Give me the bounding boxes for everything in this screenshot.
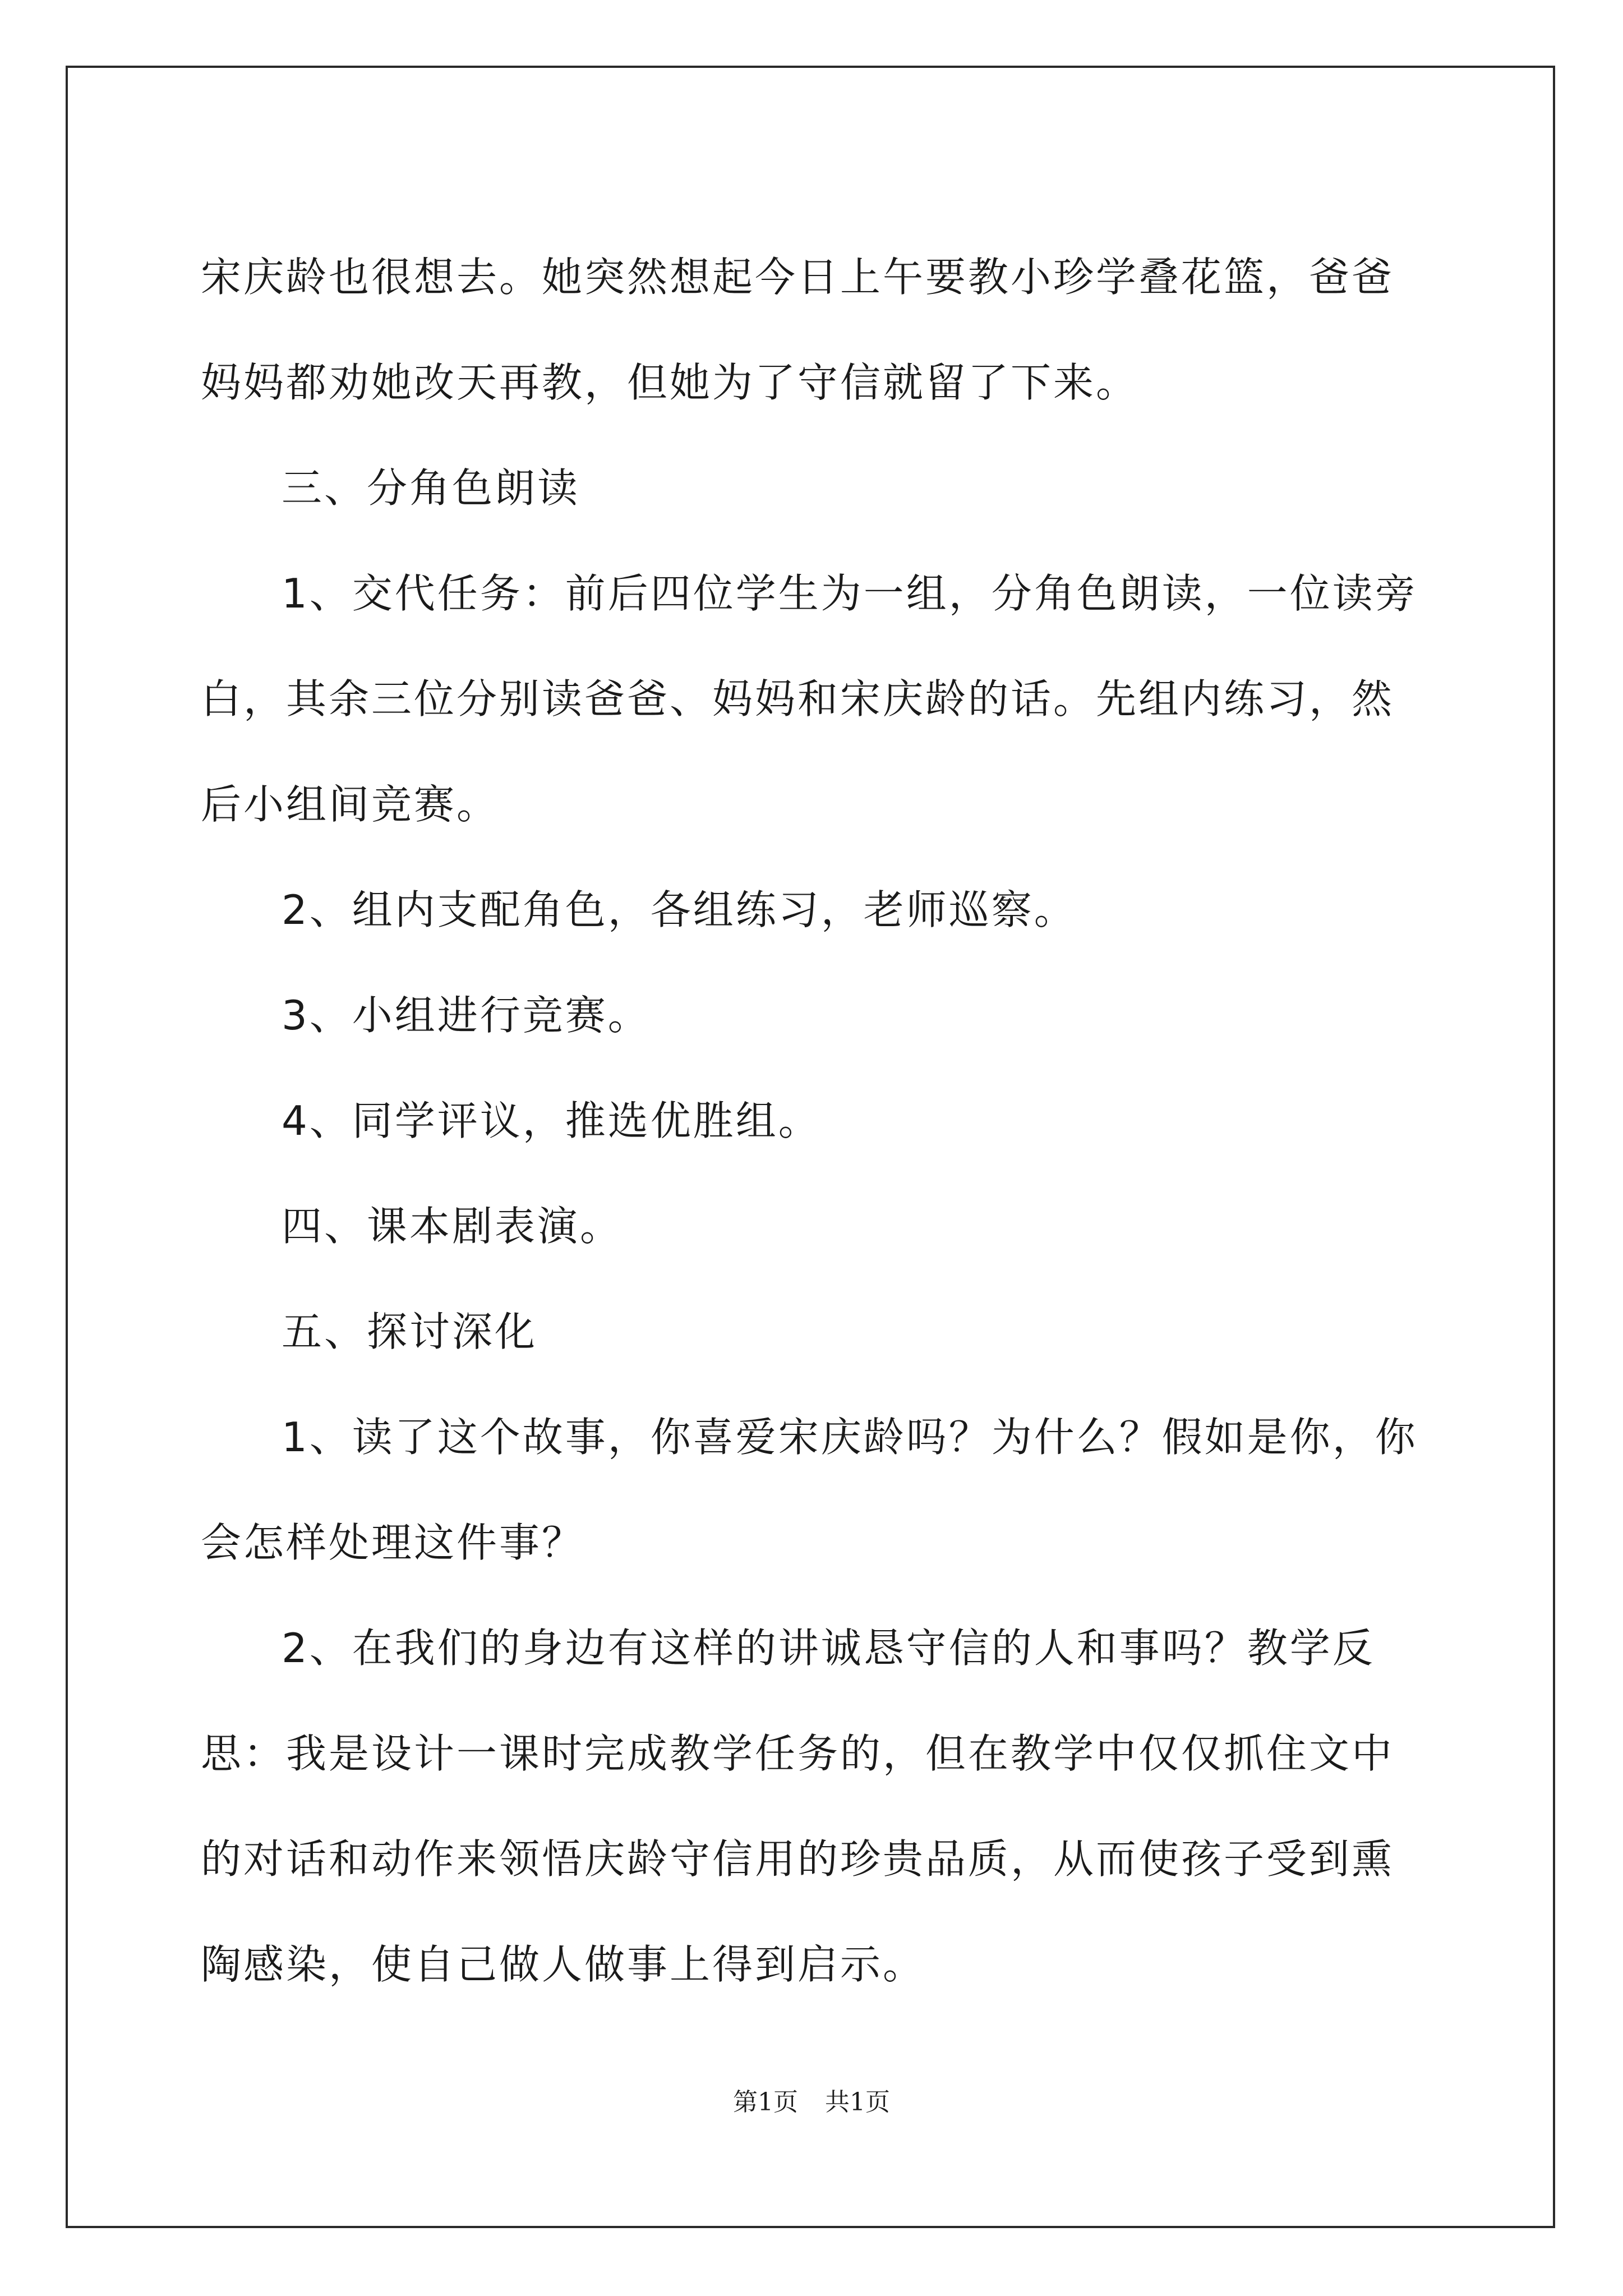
page-footer (0, 2086, 1623, 2119)
paragraph: 1、读了这个故事，你喜爱宋庆龄吗？为什么？假如是你，你会怎样处理这件事？ (201, 1414, 1418, 1566)
paragraph: 2、组内支配角色，各组练习，老师巡察。 (282, 886, 1077, 933)
paragraph: 1、交代任务：前后四位学生为一组，分角色朗读，一位读旁白，其余三位分别读爸爸、妈妈和宋庆龄的话。先组内练习，然后小组间竞赛。 (201, 570, 1418, 828)
paragraph: 3、小组进行竞赛。 (282, 992, 651, 1039)
page-total: 共1页 (825, 2088, 890, 2116)
section-heading: 三、分角色朗读 (282, 464, 580, 512)
section-heading: 四、课本剧表演。 (282, 1203, 623, 1250)
section-heading: 五、探讨深化 (282, 1308, 538, 1355)
paragraph: 4、同学评议，推选优胜组。 (282, 1097, 821, 1144)
document-body (201, 224, 1429, 2017)
paragraph: 宋庆龄也很想去。她突然想起今日上午要教小珍学叠花篮，爸爸妈妈都劝她改天再教，但她为了守信就留了下来。 (201, 254, 1395, 406)
paragraph: 2、在我们的身边有这样的讲诚恳守信的人和事吗？教学反思：我是设计一课时完成教学任务的，但在教学中仅仅抓住文中的对话和动作来领悟庆龄守信用的珍贵品质，从而使孩子受到熏陶感染，使自己做人做事上得到启示。 (201, 1625, 1395, 1988)
page-number: 第1页 (733, 2088, 798, 2116)
